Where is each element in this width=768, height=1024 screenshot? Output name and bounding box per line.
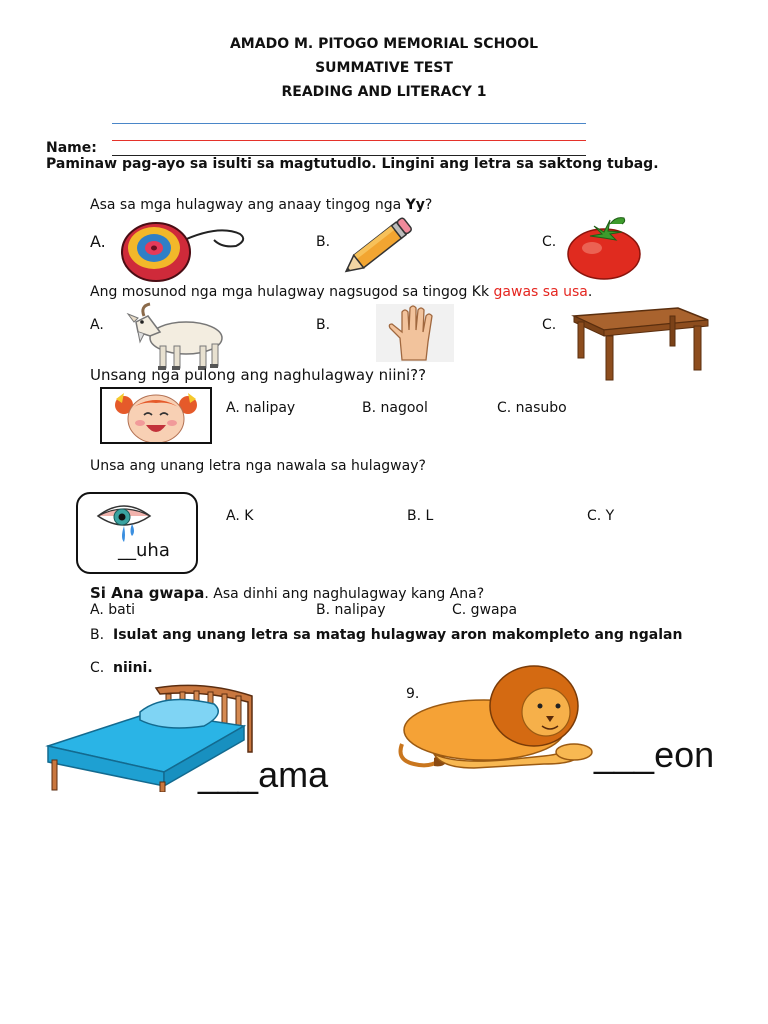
question-2-text: Ang mosunod nga mga hulagway nagsugod sa tingog Kk <box>90 284 494 300</box>
q2-option-b-label[interactable]: B. <box>316 317 331 333</box>
question-5-text: . Asa dinhi ang naghulagway kang Ana? <box>204 586 485 602</box>
question-5 <box>90 584 484 602</box>
question-1-text: Asa sa mga hulagway ang anaay tingog nga <box>90 197 406 213</box>
lion-image[interactable] <box>394 664 610 776</box>
question-5-sentence: Si Ana gwapa <box>90 584 205 602</box>
goat-image[interactable] <box>120 302 230 372</box>
question-2-end: . <box>587 284 593 300</box>
question-1 <box>90 197 432 213</box>
lion-word-blank: ___eon <box>594 734 715 775</box>
name-label: Name: <box>46 140 97 156</box>
question-2 <box>90 284 592 300</box>
instruction-2-label-c: C. <box>90 660 105 676</box>
question-2-except: gawas sa usa <box>493 284 588 300</box>
item-number-9: 9. <box>406 686 420 702</box>
q5-option-b[interactable]: B. nalipay <box>316 602 386 618</box>
q3-option-b[interactable]: B. nagool <box>362 400 428 416</box>
pencil-image[interactable] <box>336 216 416 280</box>
bed-word-blank: ___ama <box>198 754 329 795</box>
red-rule <box>112 140 586 141</box>
question-3-text: Unsang nga pulong ang naghulagway niini?? <box>90 366 427 384</box>
question-4-text: Unsa ang unang letra nga nawala sa hulagway? <box>90 458 426 474</box>
school-name: AMADO M. PITOGO MEMORIAL SCHOOL <box>229 36 539 52</box>
q4-option-c[interactable]: C. Y <box>587 508 615 524</box>
q5-option-c[interactable]: C. gwapa <box>452 602 518 618</box>
test-title: SUMMATIVE TEST <box>315 60 453 76</box>
q3-option-a[interactable]: A. nalipay <box>226 400 296 416</box>
tomato-image[interactable] <box>566 214 644 280</box>
q1-option-a-label[interactable]: A. <box>90 232 106 251</box>
instruction-2-end: niini. <box>113 660 153 676</box>
q1-option-c-label[interactable]: C. <box>542 234 557 250</box>
q2-option-c-label[interactable]: C. <box>542 317 557 333</box>
yoyo-image[interactable] <box>118 218 248 284</box>
q4-option-b[interactable]: B. L <box>407 508 434 524</box>
instruction-write-letter: Isulat ang unang letra sa matag hulagway aron makompleto ang ngalan <box>113 627 683 643</box>
q2-option-a-label[interactable]: A. <box>90 317 104 333</box>
crying-eye-card[interactable] <box>76 492 198 574</box>
question-1-end: ? <box>424 197 433 213</box>
missing-letter-blank-uha: __uha <box>118 540 170 561</box>
q4-option-a[interactable]: A. K <box>226 508 254 524</box>
q3-option-c[interactable]: C. nasubo <box>497 400 567 416</box>
question-1-letter: Yy <box>405 197 425 213</box>
hand-image[interactable] <box>376 304 454 362</box>
blue-rule <box>112 123 586 124</box>
instruction-2-label: B. <box>90 627 105 643</box>
happy-girl-image[interactable] <box>100 387 212 444</box>
table-image[interactable] <box>566 304 710 384</box>
q1-option-b-label[interactable]: B. <box>316 234 331 250</box>
subject-title: READING AND LITERACY 1 <box>281 84 487 100</box>
q5-option-a[interactable]: A. bati <box>90 602 136 618</box>
instruction-listen: Paminaw pag-ayo sa isulti sa magtutudlo. Lingini ang letra sa saktong tubag. <box>46 156 659 172</box>
